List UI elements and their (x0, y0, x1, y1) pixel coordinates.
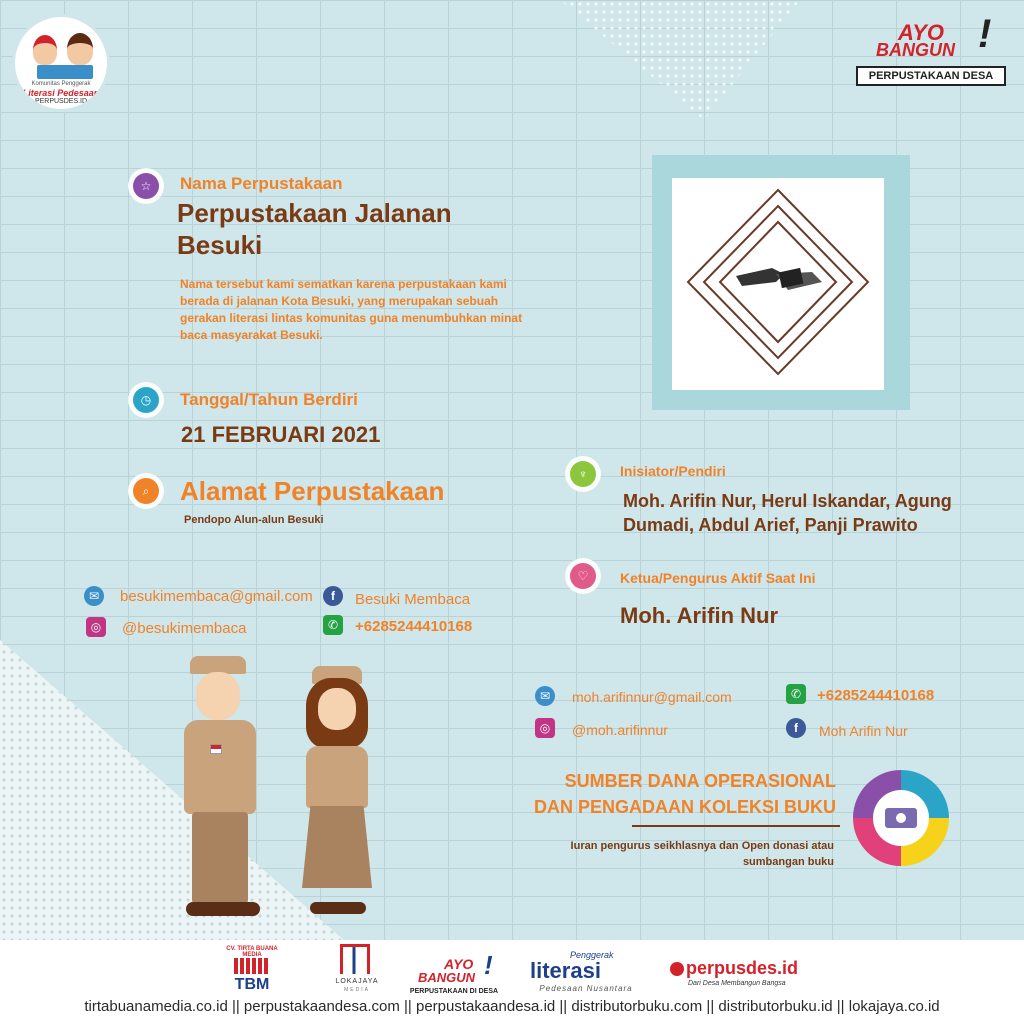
whatsapp-icon: ✆ (786, 684, 806, 704)
boy-character (170, 656, 300, 926)
whatsapp-icon: ✆ (323, 615, 343, 635)
tbm-logo (224, 946, 280, 998)
footer-links[interactable]: tirtabuanamedia.co.id || perpustakaandesa.com || perpustakaandesa.id || distributorbuku.com || distributorbuku.id || lokajaya.co.id (84, 998, 940, 1015)
girl-shoes (310, 902, 366, 914)
literasi-main: literasi (530, 958, 601, 983)
ketua-whatsapp[interactable]: +6285244410168 (817, 687, 935, 704)
ketua-value: Moh. Arifin Nur (620, 603, 779, 628)
tanggal-heading: Tanggal/Tahun Berdiri (180, 390, 358, 409)
instagram-icon: ◎ (86, 617, 106, 637)
exclamation-icon: ! (978, 12, 992, 56)
footer-ayo-sub: PERPUSTAKAAN DI DESA (409, 988, 499, 995)
logo-frame (672, 178, 884, 390)
tanggal-value: 21 FEBRUARI 2021 (181, 422, 381, 447)
nama-description (180, 276, 522, 344)
boy-trousers (192, 812, 248, 904)
ketua-heading: Ketua/Pengurus Aktif Saat Ini (620, 570, 816, 586)
sumber-desc-2: sumbangan buku (742, 856, 834, 868)
flag-icon (210, 744, 222, 754)
literasi-top: Penggerak (570, 950, 614, 960)
girl-character (286, 666, 396, 926)
handshake-icon (736, 268, 822, 290)
library-name-line1: Perpustakaan Jalanan (177, 198, 452, 228)
desc-line: berada di jalanan Kota Besuki, yang merupakan sebuah (180, 294, 499, 308)
library-whatsapp[interactable]: +6285244410168 (355, 618, 473, 635)
heart-icon: ♡ (570, 563, 596, 589)
nama-heading: Nama Perpustakaan (180, 174, 343, 193)
facebook-icon: f (786, 718, 806, 738)
facebook-icon: f (323, 586, 343, 606)
money-icon (873, 790, 929, 846)
banknote-icon (885, 808, 917, 828)
perpusdes-main: perpusdes.id (686, 958, 799, 978)
sumber-heading-2: DAN PENGADAAN KOLEKSI BUKU (533, 797, 836, 817)
ayo-bangun-logo (854, 10, 1012, 86)
girl-face (318, 688, 356, 730)
ayo-text: AYO (898, 20, 945, 45)
girl-shirt (306, 746, 368, 808)
library-instagram[interactable]: @besukimembaca (122, 620, 247, 637)
inisiator-line: Moh. Arifin Nur, Herul Iskandar, Agung (623, 491, 952, 511)
perpusdes-sub: Dari Desa Membangun Bangsa (688, 980, 786, 987)
library-email[interactable]: besukimembaca@gmail.com (120, 588, 313, 605)
alamat-value: Pendopo Alun-alun Besuki (184, 514, 324, 526)
logo-caption-3: PERPUSDES.ID (34, 98, 88, 105)
ketua-email[interactable]: moh.arifinnur@gmail.com (572, 689, 732, 705)
boy-face (196, 672, 240, 720)
library-facebook[interactable]: Besuki Membaca (355, 591, 471, 608)
girl-skirt (302, 806, 372, 888)
boy-shoes (186, 902, 260, 916)
perpusdes-icon (670, 962, 684, 976)
bangun-text: BANGUN (876, 40, 955, 60)
ketua-instagram[interactable]: @moh.arifinnur (572, 722, 668, 738)
handshake-book-logo (672, 178, 884, 390)
literasi-sub: Pedesaan Nusantara (539, 984, 633, 993)
perpustakaan-desa-text: PERPUSTAKAAN DESA (856, 66, 1006, 86)
perpusdes-logo (670, 958, 800, 994)
trophy-icon: ♆ (570, 461, 596, 487)
instagram-icon: ◎ (535, 718, 555, 738)
tbm-bars-icon (234, 958, 270, 974)
desc-line: gerakan literasi lintas komunitas guna menumbuhkan minat (180, 311, 523, 325)
desc-line: Nama tersebut kami sematkan karena perpustakaan kami (180, 277, 507, 291)
boy-shirt (184, 720, 256, 814)
lokajaya-sub: MEDIA (344, 987, 370, 993)
mascot-girl-icon (67, 33, 93, 65)
logo-caption-2: Literasi Pedesaan (22, 88, 100, 98)
sumber-heading-1: SUMBER DANA OPERASIONAL (564, 771, 836, 791)
logo-caption-1: Komunitas Penggerak (31, 81, 91, 87)
sumber-underline (632, 825, 840, 827)
star-icon: ☆ (133, 173, 159, 199)
location-icon: ⌕ (133, 478, 159, 504)
literasi-logo (528, 950, 644, 996)
clock-icon: ◷ (133, 387, 159, 413)
lokajaya-text: LOKAJAYA (335, 978, 379, 985)
footer-ayo-text: AYO (444, 956, 474, 972)
lokajaya-mark-icon (340, 944, 370, 974)
ketua-facebook[interactable]: Moh Arifin Nur (819, 723, 908, 739)
komunitas-logo (12, 14, 110, 112)
tbm-text: TBM (234, 976, 270, 993)
footer-ayo-logo (402, 952, 506, 1000)
mascot-boy-icon (33, 35, 57, 65)
alamat-heading: Alamat Perpustakaan (180, 476, 445, 506)
lokajaya-logo (330, 944, 384, 996)
inisiator-heading: Inisiator/Pendiri (620, 463, 726, 479)
money-donut-icon (853, 770, 949, 866)
inisiator-names (623, 489, 952, 537)
inisiator-line: Dumadi, Abdul Arief, Panji Prawito (623, 515, 918, 535)
library-name-line2: Besuki (177, 230, 263, 260)
footer-bangun-text: BANGUN (418, 970, 476, 985)
sumber-desc-1: Iuran pengurus seikhlasnya dan Open donasi atau (570, 840, 834, 852)
footer-exclamation-icon: ! (484, 950, 493, 980)
tbm-arc-text: CV. TIRTA BUANA MEDIA (226, 946, 278, 958)
desc-line: baca masyarakat Besuki. (180, 328, 323, 342)
email-icon: ✉ (535, 686, 555, 706)
book-icon (37, 65, 93, 79)
email-icon: ✉ (84, 586, 104, 606)
